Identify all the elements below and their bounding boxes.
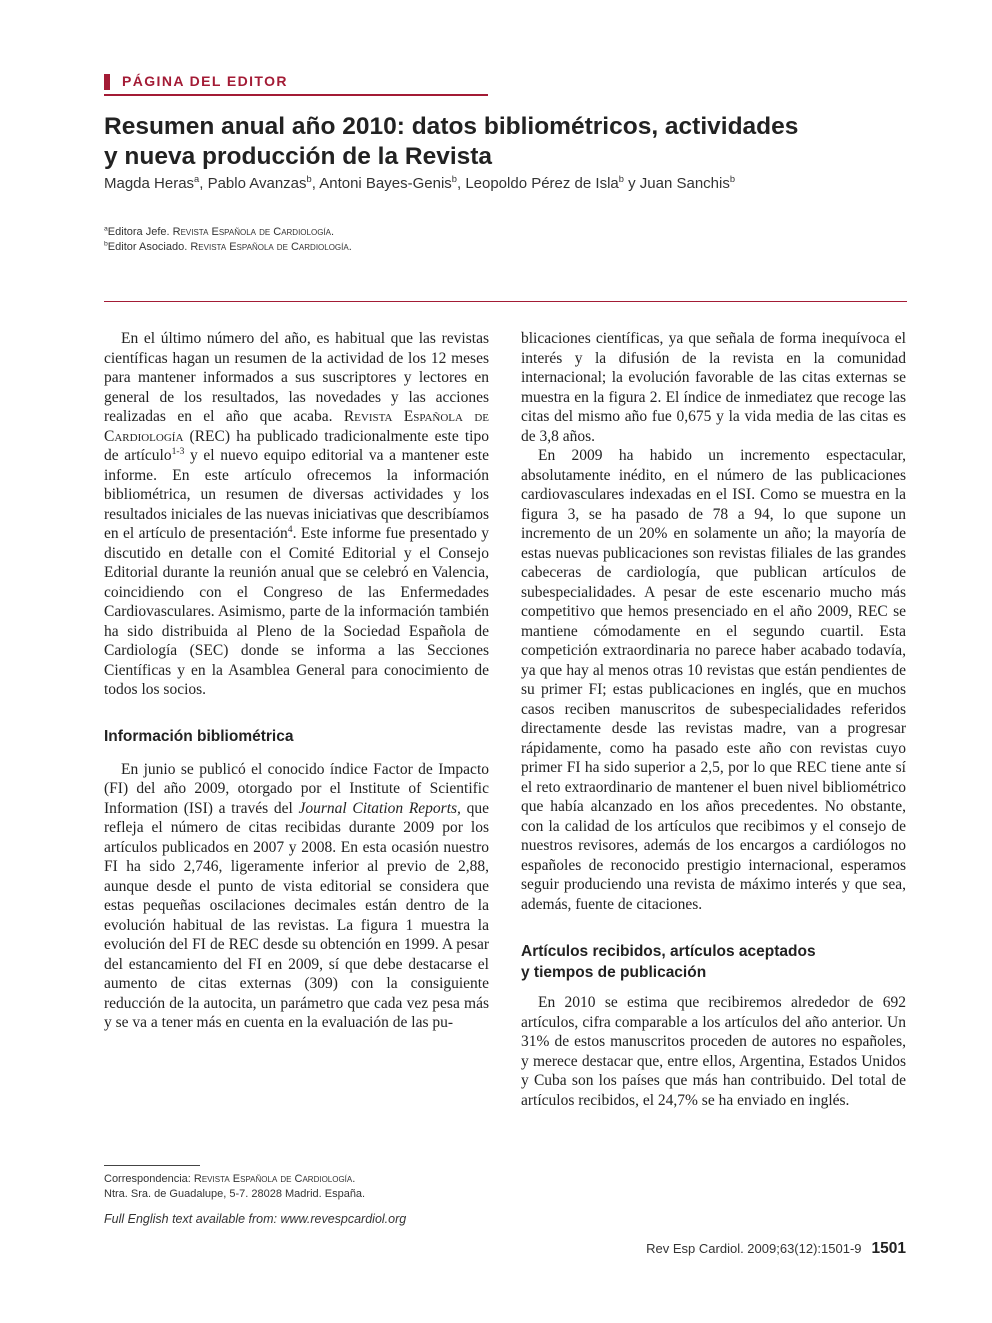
text-run: que refleja el número de citas recibidas durante 2009 por los artículos publicados en 2007 y 2008. En esta ocasión nuestro FI ha sido 2,746, ligeramente inferior al previo de 2,88, aunque desde el punto de vista editorial se considera que estas pequeñas oscilaciones decimales están dentro de la evolución habitual de las revistas. La figura 1 muestra la evolución del FI de REC desde su obtención en 1999. A pesar del estancamiento del FI en 2009, sí que debe destacarse el aumento de citas externas (309) con la consiguiente reducción de la autocita, un parámetro que cada vez pesa más y se va a tener más en cuenta en la evaluación de las pu- [104, 799, 489, 1031]
citation-footer [646, 1240, 906, 1258]
section-label-text: PÁGINA DEL EDITOR [122, 73, 288, 89]
author-affil-sup: b [306, 174, 312, 184]
affiliation-journal: Revista Española de Cardiología. [190, 241, 352, 253]
affiliation-sup: b [104, 240, 108, 248]
title-line-2: y nueva producción de la Revista [104, 143, 493, 170]
heading-line: Artículos recibidos, artículos aceptados [521, 943, 816, 960]
author-sep: , [311, 175, 320, 192]
text-run: En junio se publicó el conocido índice Factor de Impacto (FI) del año 2009, otorgado por el Institute of Scientific Information (ISI) a través del [104, 760, 489, 817]
section-label [104, 72, 488, 96]
affiliation-role: Editor Asociado. [107, 241, 191, 253]
author-name: Juan Sanchis [639, 175, 730, 192]
author-affil-sup: b [451, 174, 457, 184]
heading-articles [521, 941, 906, 983]
correspondence [104, 1172, 365, 1202]
heading-bibliometric: Información bibliométrica [104, 727, 294, 745]
author-and: y [623, 175, 640, 192]
fulltext-link: Full English text available from: www.revespcardiol.org [104, 1212, 407, 1226]
journal-name: Revista Española de Cardiología [104, 408, 489, 445]
author-list [104, 175, 904, 192]
paragraph-bibliometric-left [104, 760, 489, 1033]
correspondence-label: Correspondencia: [104, 1173, 194, 1185]
reference-sup: 1-3 [171, 445, 185, 457]
paragraph-bibliometric-cont: blicaciones científicas, ya que señala de forma inequívoca el interés y la difusión de la revista en la comunidad internacional; la evolución favorable de las citas externas se muestra en la figura 2. El índice de inmediatez que recoge las citas del mismo año fue 0,675 y la vida media de las citas es de 3,8 años. [521, 330, 906, 445]
affiliation [104, 240, 352, 255]
author-affil-sup: b [618, 174, 624, 184]
affiliation-role: Editora Jefe. [107, 226, 173, 238]
correspondence-address: Ntra. Sra. de Guadalupe, 5-7. 28028 Madrid. España. [104, 1188, 366, 1200]
column-left [104, 329, 489, 1033]
title-line-1: Resumen anual año 2010: datos bibliométricos, actividades [104, 113, 799, 140]
author-sep: , [199, 175, 208, 192]
author-name: Leopoldo Pérez de Isla [465, 175, 619, 192]
author-affil-sup: b [729, 174, 736, 184]
author-affil-sup: a [194, 174, 200, 184]
author-sep: , [456, 175, 466, 192]
heading-line: y tiempos de publicación [521, 964, 707, 981]
correspondence-line [104, 1172, 365, 1187]
text-run: y el nuevo equipo editorial va a mantener este informe. En este artículo ofrecemos la información bibliométrica, un resumen de diversas actividades y los resultados iniciales de las nuevas iniciativas que describíamos en el artículo de presentación [104, 447, 489, 542]
page-number: 1501 [871, 1240, 906, 1257]
section-label-bar [104, 74, 110, 90]
author-name: Antoni Bayes-Genis [319, 175, 452, 192]
correspondence-journal: Revista Española de Cardiología. [193, 1173, 356, 1185]
text-run: . Este informe fue presentado y discutido en detalle con el Comité Editorial y el Consejo Editorial durante la reunión anual que se celebró en Valencia, coincidiendo con el Congreso de las Enfermedades Cardiovasculares. Asimismo, parte de la información también ha sido distribuida al Pleno de la Sociedad Española de Cardiología (SEC) donde se informa a las Secciones Científicas y en la Asamblea General para conocimiento de todos los socios. [104, 525, 489, 698]
article-title [104, 112, 904, 172]
footnote-divider [104, 1165, 200, 1166]
affiliation [104, 225, 352, 240]
affiliation-journal: Revista Española de Cardiología. [172, 226, 335, 238]
reference-sup: 4 [287, 523, 293, 535]
paragraph-intro [104, 329, 489, 700]
author-name: Pablo Avanzas [207, 175, 307, 192]
affiliation-sup: a [104, 225, 108, 233]
paragraph-publications: En 2009 ha habido un incremento espectacular, absolutamente inédito, en el número de las publicaciones cardiovasculares indexadas en el ISI. Como se muestra en la figura 3, se ha pasado de 78 a 94, lo que supone un incremento de un 20% en solamente un año; la mayoría de estas nuevas publicaciones son revistas filiales de las grandes cabeceras de cardiología, que publican artículos de subespecialidades. A pesar de este escenario mucho más competitivo que hemos presenciado en el año 2009, REC se mantiene cómodamente en el segundo cuartil. Esta competición extraordinaria no parece haber acabado todavía, ya que hay al menos otras 10 revistas que están pendientes de su primer FI; estas publicaciones en inglés, que en muchos casos reciben manuscritos de subespecialidades referidos directamente desde las revistas madre, van a progresar rápidamente, como ha pasado este año con revistas cuyo primer FI ha sido superior a 2,5, por lo que REC tiene ante sí el reto extraordinario de mantener el buen nivel bibliométrico que había alcanzado en los años precedentes. No obstante, con la calidad de los artículos que recibimos y el consejo de nuestros revisores, además de los encargos a cardiólogos no españoles de reconocido prestigio internacional, esperamos seguir produciendo una revista de máximo interés y que sea, además, fuente de citaciones. [521, 447, 906, 913]
affiliations [104, 225, 352, 255]
author-name: Magda Heras [104, 175, 195, 192]
journal-citation-reports: Journal Citation Reports, [298, 799, 461, 817]
header-divider [104, 301, 907, 302]
column-right [521, 329, 906, 1110]
paragraph-articles: En 2010 se estima que recibiremos alrededor de 692 artículos, cifra comparable a los artículos del año anterior. Un 31% de estos manuscritos proceden de autores no españoles, y merece destacar que, entre ellos, Argentina, Estados Unidos y Cuba son los países que más han contribuido. Del total de artículos recibidos, el 24,7% se ha enviado en inglés. [521, 994, 906, 1109]
text-run: En el último número del año, es habitual que las revistas científicas hagan un resumen de la actividad de los 12 meses para mantener informados a sus suscriptores y lectores en general de los resultados, las novedades y las acciones realizadas en el año que acaba. [104, 330, 489, 425]
journal-citation: Rev Esp Cardiol. 2009;63(12):1501-9 [646, 1241, 862, 1256]
text-run: (REC) ha publicado tradicionalmente este tipo de artículo [104, 427, 489, 464]
